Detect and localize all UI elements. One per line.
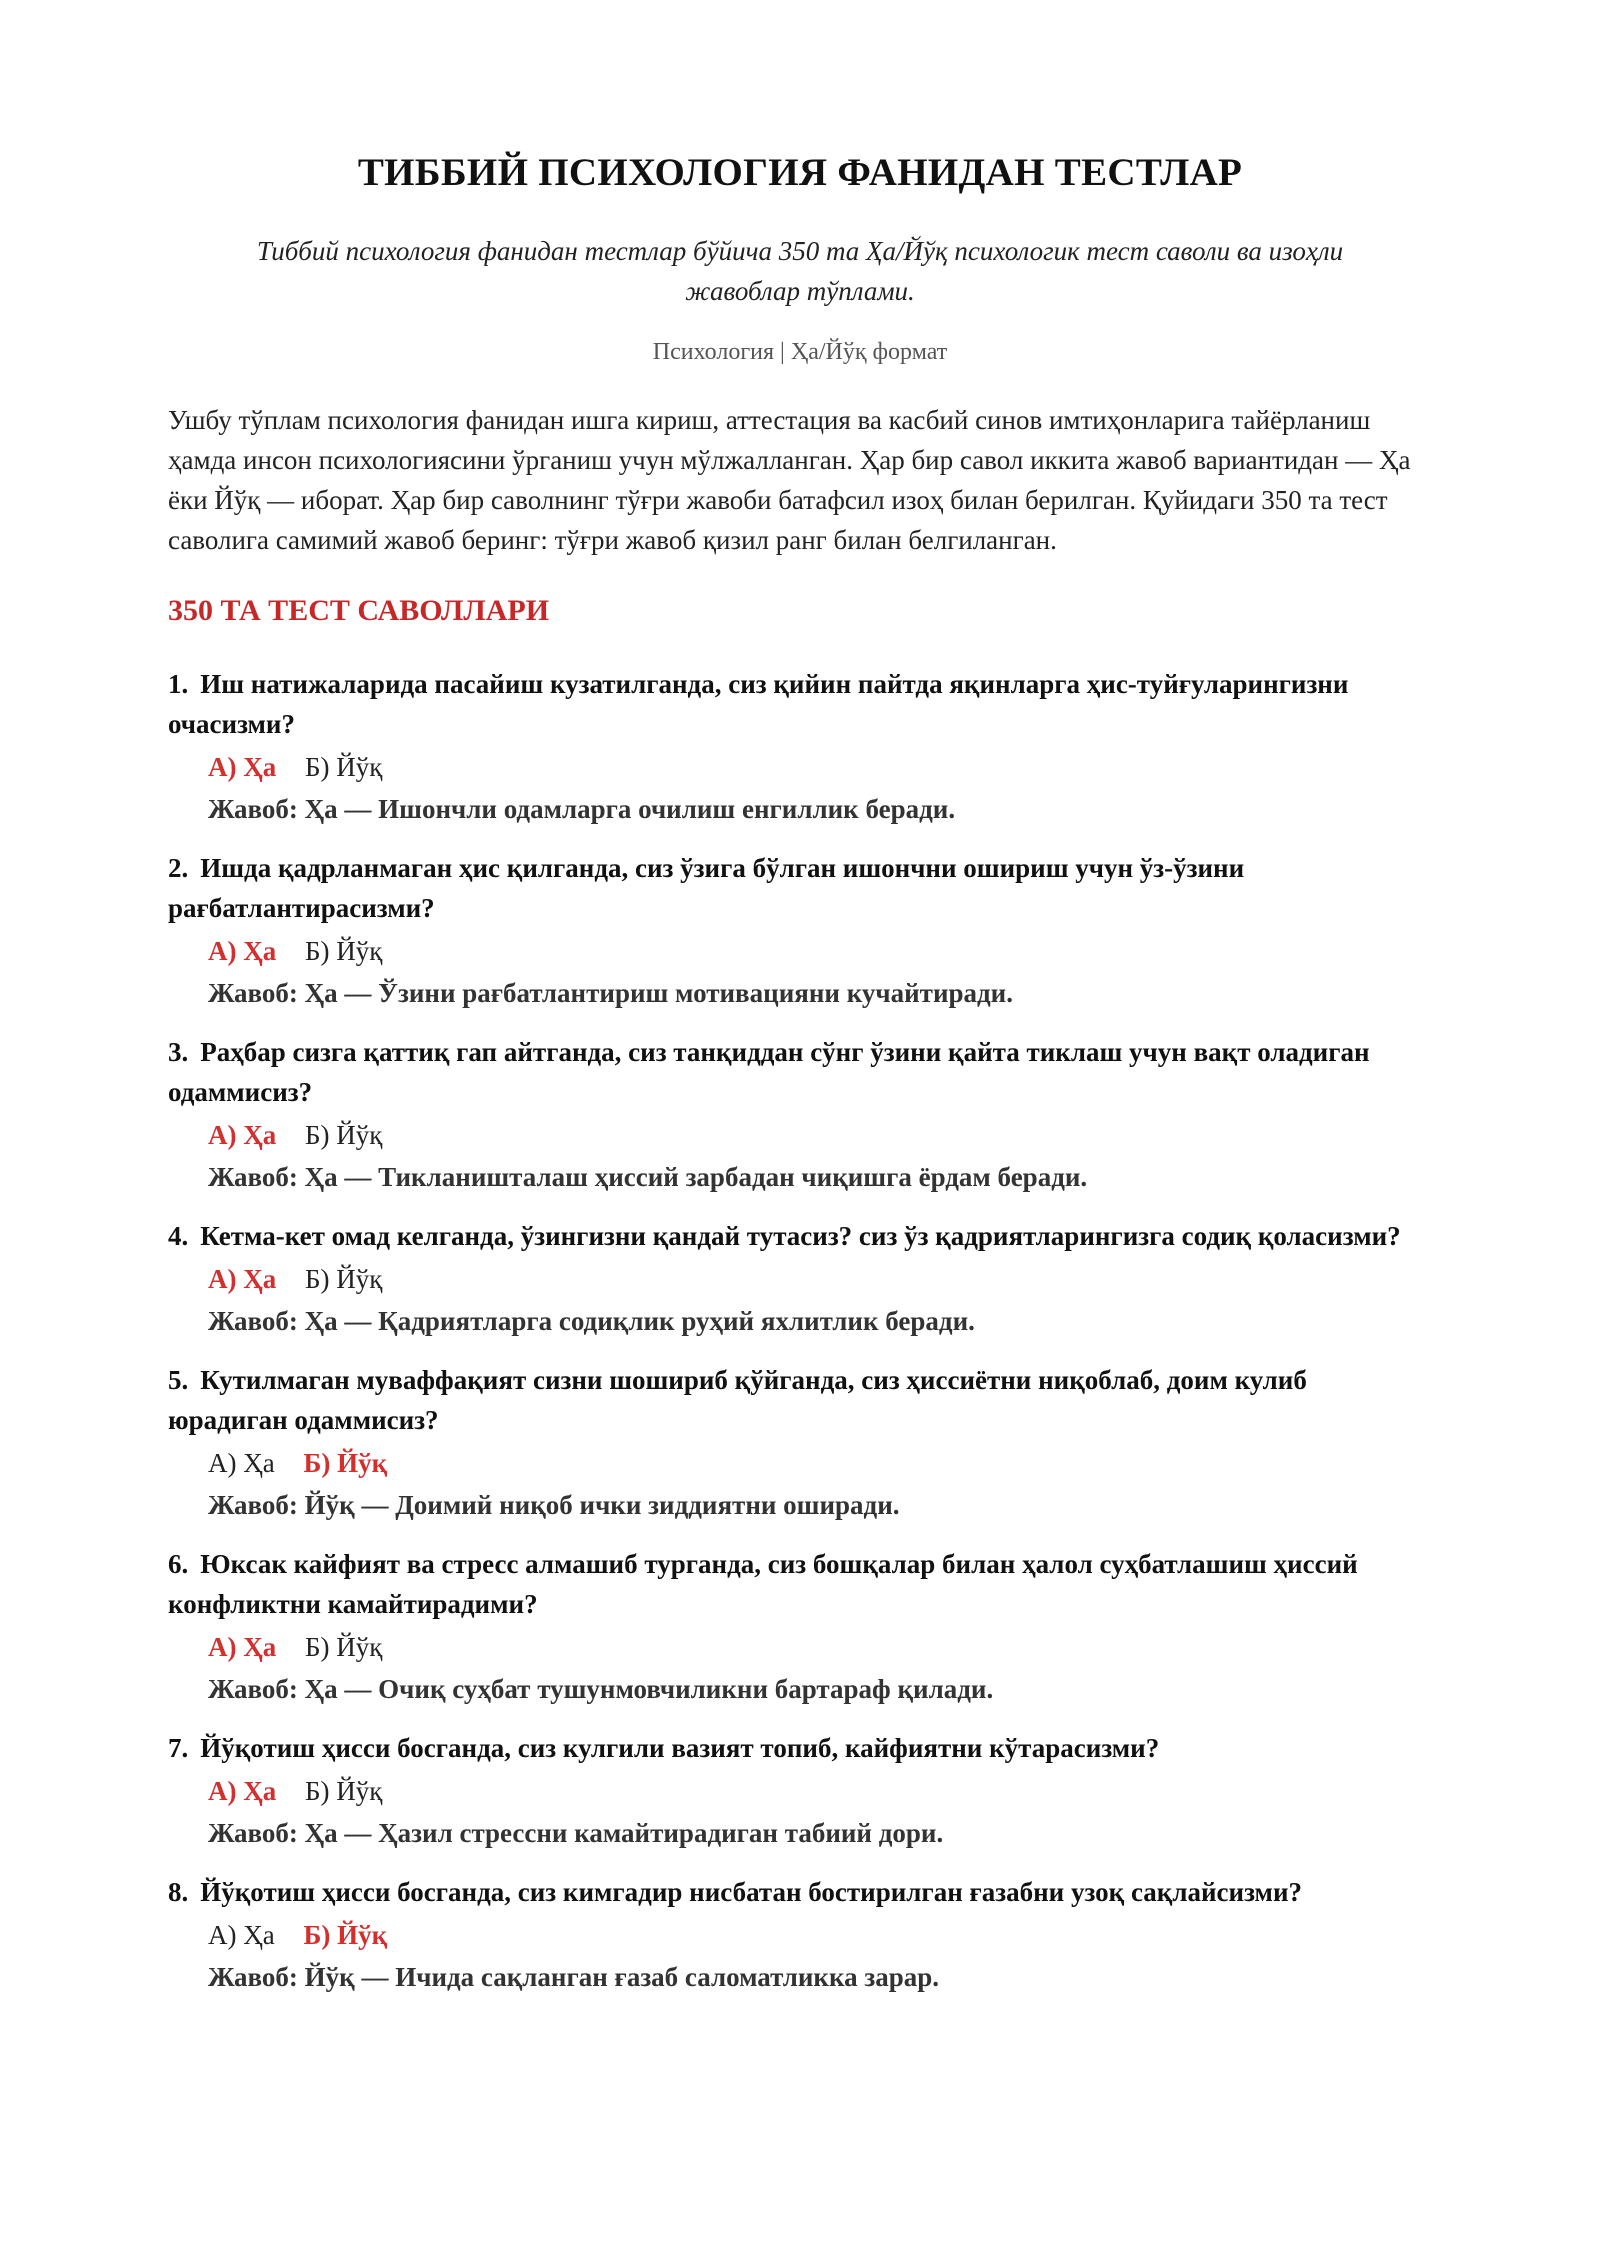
question-number: 8. (168, 1877, 189, 1907)
question-number: 5. (168, 1365, 189, 1395)
question-item (168, 664, 1432, 830)
option-yes: А) Ҳа (208, 1920, 275, 1950)
question-number: 3. (168, 1037, 189, 1067)
answer-explanation: Жавоб: Ҳа — Ҳазил стрессни камайтирадиган табиий дори. (208, 1818, 944, 1848)
question-body: Кетма-кет омад келганда, ўзингизни қандай тутасиз? сиз ўз қадриятларингизга содиқ қоласизми? (200, 1221, 1401, 1251)
answer-explanation: Жавоб: Йўқ — Доимий ниқоб ички зиддиятни оширади. (208, 1490, 900, 1520)
question-body: Кутилмаган муваффақият сизни шошириб қўйганда, сиз ҳиссиётни ниқоблаб, доим кулиб юрадиган одаммисиз? (168, 1365, 1307, 1435)
question-list (168, 664, 1432, 1998)
question-item (168, 848, 1432, 1014)
answer-explanation: Жавоб: Ҳа — Ўзини рағбатлантириш мотивацияни кучайтиради. (208, 978, 1013, 1008)
question-text (168, 1728, 1432, 1768)
option-yes: А) Ҳа (208, 1264, 277, 1294)
answer-explanation: Жавоб: Ҳа — Ишончли одамларга очилиш енгиллик беради. (208, 794, 956, 824)
answer-explanation: Жавоб: Ҳа — Қадриятларга содиқлик руҳий яхлитлик беради. (208, 1306, 975, 1336)
question-text (168, 1872, 1432, 1912)
answer-explanation: Жавоб: Ҳа — Очиқ суҳбат тушунмовчиликни бартараф қилади. (208, 1674, 994, 1704)
question-body: Ишда қадрланмаган ҳис қилганда, сиз ўзига бўлган ишончни ошириш учун ўз-ўзини рағбатлантирасизми? (168, 853, 1245, 923)
question-body: Юксак кайфият ва стресс алмашиб турганда, сиз бошқалар билан ҳалол суҳбатлашиш ҳиссий конфликтни камайтирадими? (168, 1549, 1358, 1619)
answer-explanation: Жавоб: Йўқ — Ичида сақланган ғазаб саломатликка зарар. (208, 1962, 939, 1992)
question-number: 2. (168, 853, 189, 883)
option-yes: А) Ҳа (208, 936, 277, 966)
option-no: Б) Йўқ (305, 1264, 383, 1294)
question-item (168, 1360, 1432, 1526)
option-no: Б) Йўқ (303, 1920, 388, 1950)
answer-options (168, 930, 1432, 972)
question-item (168, 1728, 1432, 1854)
option-no: Б) Йўқ (303, 1448, 388, 1478)
option-yes: А) Ҳа (208, 1776, 277, 1806)
answer-options (168, 1442, 1432, 1484)
answer-options (168, 746, 1432, 788)
question-body: Иш натижаларида пасайиш кузатилганда, сиз қийин пайтда яқинларга ҳис-туйғуларингизни очасизми? (168, 669, 1349, 739)
option-no: Б) Йўқ (305, 936, 383, 966)
question-item (168, 1032, 1432, 1198)
question-item (168, 1872, 1432, 1998)
option-yes: А) Ҳа (208, 1120, 277, 1150)
question-number: 7. (168, 1733, 189, 1763)
option-no: Б) Йўқ (305, 1776, 383, 1806)
answer-options (168, 1258, 1432, 1300)
option-no: Б) Йўқ (305, 752, 383, 782)
category-meta: Психология | Ҳа/Йўқ формат (652, 339, 948, 365)
question-text (168, 1032, 1432, 1112)
question-number: 4. (168, 1221, 189, 1251)
intro-paragraph: Ушбу тўплам психология фанидан ишга кириш, аттестация ва касбий синов имтиҳонларига тайёрланиш ҳамда инсон психологиясини ўрганиш учун мўлжалланган. Ҳар бир савол иккита жавоб вариантидан — Ҳа ёки Йўқ — иборат. Ҳар бир саволнинг тўғри жавоби батафсил изоҳ билан берилган. Қуйидаги 350 та тест саволига самимий жавоб беринг: тўғри жавоб қизил ранг билан белгиланган. (168, 405, 1411, 555)
question-body: Раҳбар сизга қаттиқ гап айтганда, сиз танқиддан сўнг ўзини қайта тиклаш учун вақт оладиган одаммисиз? (168, 1037, 1370, 1107)
question-text (168, 1216, 1432, 1256)
question-number: 6. (168, 1549, 189, 1579)
question-text (168, 664, 1432, 744)
question-text (168, 848, 1432, 928)
section-heading: 350 ТА ТЕСТ САВОЛЛАРИ (168, 594, 550, 627)
answer-options (168, 1914, 1432, 1956)
question-number: 1. (168, 669, 189, 699)
answer-options (168, 1626, 1432, 1668)
question-text (168, 1544, 1432, 1624)
question-text (168, 1360, 1432, 1440)
answer-options (168, 1770, 1432, 1812)
answer-explanation: Жавоб: Ҳа — Тикланишталаш ҳиссий зарбадан чиқишга ёрдам беради. (208, 1162, 1088, 1192)
answer-options (168, 1114, 1432, 1156)
page-title: ТИББИЙ ПСИХОЛОГИЯ ФАНИДАН ТЕСТЛАР (357, 151, 1243, 194)
page-subtitle: Тиббий психология фанидан тестлар бўйича 350 та Ҳа/Йўқ психологик тест саволи ва изоҳли жавоблар тўплами. (256, 236, 1344, 306)
question-item (168, 1216, 1432, 1342)
question-body: Йўқотиш ҳисси босганда, сиз кулгили вазият топиб, кайфиятни кўтарасизми? (200, 1733, 1160, 1763)
option-yes: А) Ҳа (208, 1632, 277, 1662)
option-no: Б) Йўқ (305, 1632, 383, 1662)
option-yes: А) Ҳа (208, 1448, 275, 1478)
option-yes: А) Ҳа (208, 752, 277, 782)
question-body: Йўқотиш ҳисси босганда, сиз кимгадир нисбатан бостирилган ғазабни узоқ сақлайсизми? (200, 1877, 1303, 1907)
question-item (168, 1544, 1432, 1710)
option-no: Б) Йўқ (305, 1120, 383, 1150)
